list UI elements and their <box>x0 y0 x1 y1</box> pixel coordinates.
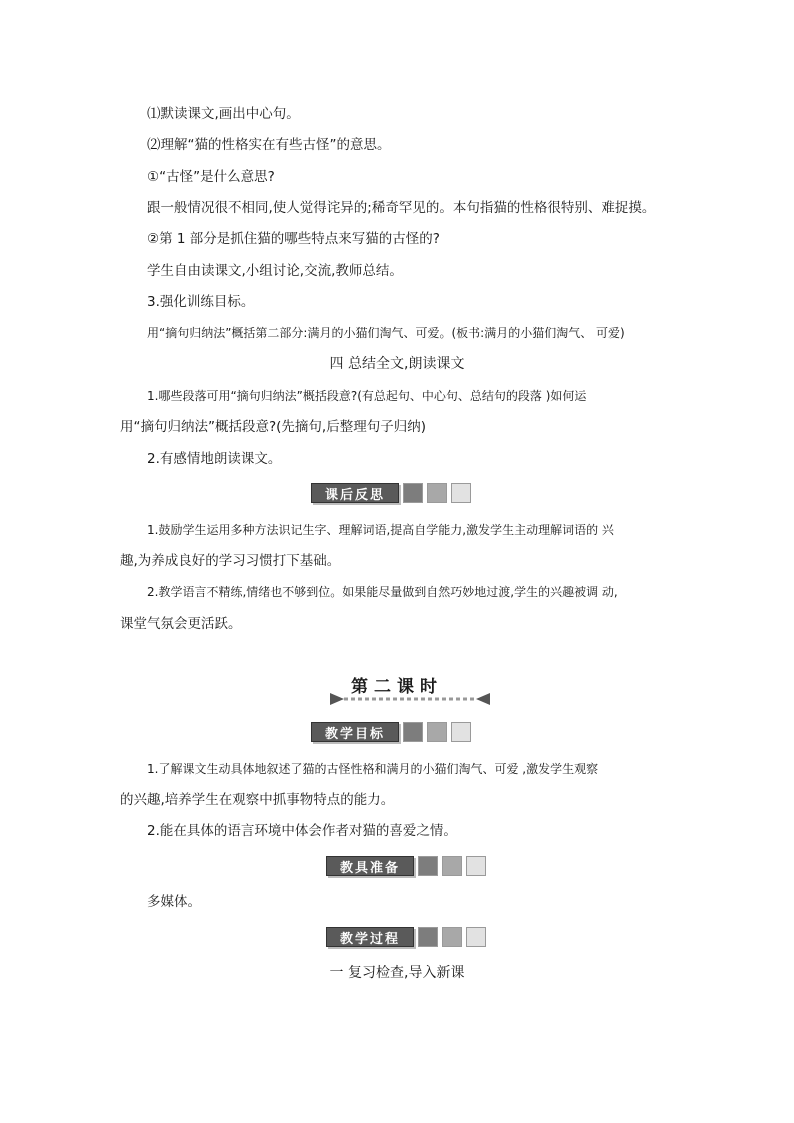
decor-square <box>418 927 438 947</box>
decor-square <box>427 483 447 503</box>
process-badge-row <box>326 926 486 948</box>
decor-square <box>451 722 471 742</box>
objectives-badge: 教学目标 <box>311 722 399 742</box>
decor-square <box>442 927 462 947</box>
paragraph: 1.哪些段落可用“摘句归纳法”概括段意?(有总起句、中心句、总结句的段落 )如何运 <box>147 389 587 403</box>
decor-square <box>427 722 447 742</box>
paragraph: 用“摘句归纳法”概括段意?(先摘句,后整理句子归纳) <box>120 419 426 435</box>
paragraph: 趣,为养成良好的学习习惯打下基础。 <box>120 553 341 569</box>
paragraph: 多媒体。 <box>147 894 201 910</box>
paragraph: 课堂气氛会更活跃。 <box>120 616 242 632</box>
process-badge: 教学过程 <box>326 927 414 947</box>
decor-square <box>466 927 486 947</box>
paragraph: ⑴默读课文,画出中心句。 <box>147 106 300 122</box>
paragraph: 跟一般情况很不相同,使人觉得诧异的;稀奇罕见的。本句指猫的性格很特别、难捉摸。 <box>147 200 656 216</box>
decor-square <box>403 483 423 503</box>
lesson-title: 第二课时 <box>351 677 443 697</box>
paragraph: 2.能在具体的语言环境中体会作者对猫的喜爱之情。 <box>147 823 457 839</box>
decor-square <box>403 722 423 742</box>
decor-square <box>451 483 471 503</box>
paragraph: 3.强化训练目标。 <box>147 294 255 310</box>
section-heading: 四 总结全文,朗读课文 <box>329 356 465 372</box>
paragraph: 2.有感情地朗读课文。 <box>147 451 282 467</box>
reflection-badge: 课后反思 <box>311 483 399 503</box>
materials-badge-row <box>326 855 486 877</box>
objectives-badge-row <box>311 721 471 743</box>
paragraph: ①“古怪”是什么意思? <box>147 169 275 185</box>
paragraph: 的兴趣,培养学生在观察中抓事物特点的能力。 <box>120 792 395 808</box>
paragraph: 1.鼓励学生运用多种方法识记生字、理解词语,提高自学能力,激发学生主动理解词语的 兴 <box>147 523 614 537</box>
materials-badge: 教具准备 <box>326 856 414 876</box>
paragraph: ⑵理解“猫的性格实在有些古怪”的意思。 <box>147 137 391 153</box>
paragraph: 学生自由读课文,小组讨论,交流,教师总结。 <box>147 263 403 279</box>
paragraph: 用“摘句归纳法”概括第二部分:满月的小猫们淘气、可爱。(板书:满月的小猫们淘气、 可爱) <box>147 326 625 340</box>
decor-square <box>418 856 438 876</box>
paragraph: ②第 1 部分是抓住猫的哪些特点来写猫的古怪的? <box>147 231 440 247</box>
decor-square <box>466 856 486 876</box>
decor-square <box>442 856 462 876</box>
paragraph: 1.了解课文生动具体地叙述了猫的古怪性格和满月的小猫们淘气、可爱 ,激发学生观察 <box>147 762 599 776</box>
reflection-badge-row <box>311 482 471 504</box>
paragraph: 2.教学语言不精练,情绪也不够到位。如果能尽量做到自然巧妙地过渡,学生的兴趣被调 动, <box>147 585 618 599</box>
title-ornament <box>330 692 490 706</box>
section-heading: 一 复习检查,导入新课 <box>329 965 465 981</box>
